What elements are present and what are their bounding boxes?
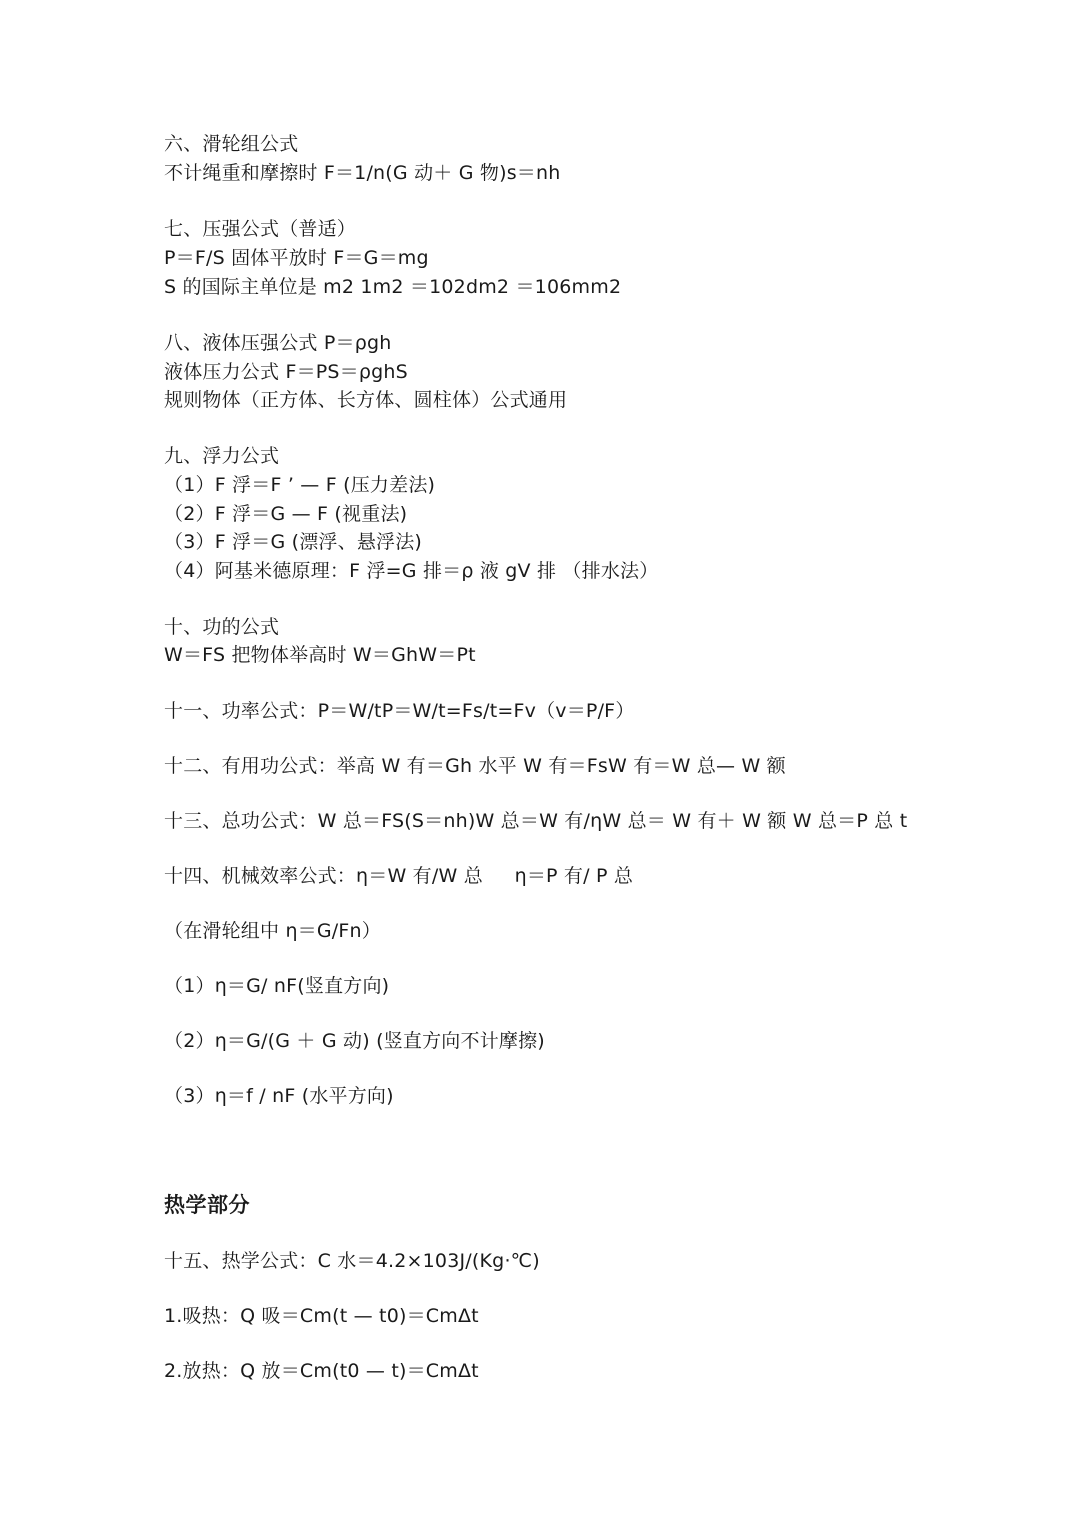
total-work-line: 十三、总功公式：W 总＝FS(S＝nh)W 总＝W 有/ηW 总＝ W 有＋ W 额 W 总＝P 总 t [164, 810, 908, 832]
buoyancy-method-2: （2）F 浮＝G — F (视重法) [164, 503, 408, 525]
pulley-formula-line: 不计绳重和摩擦时 F＝1/n(G 动＋ G 物)s＝nh [164, 162, 561, 184]
efficiency-case-1: （1）η＝G/ nF(竖直方向) [164, 975, 390, 997]
heat-release-line: 2.放热：Q 放＝Cm(t0 — t)＝CmΔt [164, 1360, 479, 1382]
useful-work-line: 十二、有用功公式：举高 W 有＝Gh 水平 W 有＝FsW 有＝W 总— W 额 [164, 755, 786, 777]
work-formula-title: 十、功的公式 [164, 616, 280, 638]
efficiency-case-3: （3）η＝f / nF (水平方向) [164, 1085, 394, 1107]
efficiency-case-2: （2）η＝G/(G ＋ G 动) (竖直方向不计摩擦) [164, 1030, 545, 1052]
thermal-formula-line: 十五、热学公式：C 水＝4.2×103J/(Kg·℃) [164, 1250, 540, 1272]
work-formula-line: W＝FS 把物体举高时 W＝GhW＝Pt [164, 644, 476, 666]
heat-absorb-line: 1.吸热：Q 吸＝Cm(t — t0)＝CmΔt [164, 1305, 479, 1327]
pulley-efficiency-line: （在滑轮组中 η＝G/Fn） [164, 920, 381, 942]
efficiency-formula-line: 十四、机械效率公式：η＝W 有/W 总 η＝P 有/ P 总 [164, 865, 634, 887]
liquid-pressure-title: 八、液体压强公式 P＝ρgh [164, 332, 392, 354]
buoyancy-formula-title: 九、浮力公式 [164, 445, 280, 467]
pulley-formula-title: 六、滑轮组公式 [164, 133, 299, 155]
pressure-unit-line: S 的国际主单位是 m2 1m2 ＝102dm2 ＝106mm2 [164, 276, 622, 298]
regular-object-line: 规则物体（正方体、长方体、圆柱体）公式通用 [164, 389, 568, 411]
liquid-force-line: 液体压力公式 F＝PS＝ρghS [164, 361, 408, 383]
pressure-formula-line: P＝F/S 固体平放时 F＝G＝mg [164, 247, 429, 269]
power-formula-line: 十一、功率公式：P＝W/tP＝W/t=Fs/t=Fv（v＝P/F） [164, 700, 635, 722]
buoyancy-method-1: （1）F 浮＝F ’ — F (压力差法) [164, 474, 436, 496]
pressure-formula-title: 七、压强公式（普适） [164, 218, 357, 240]
buoyancy-method-4: （4）阿基米德原理：F 浮=G 排＝ρ 液 gV 排 （排水法） [164, 560, 659, 582]
thermal-section-heading: 热学部分 [164, 1193, 250, 1217]
buoyancy-method-3: （3）F 浮＝G (漂浮、悬浮法) [164, 531, 423, 553]
